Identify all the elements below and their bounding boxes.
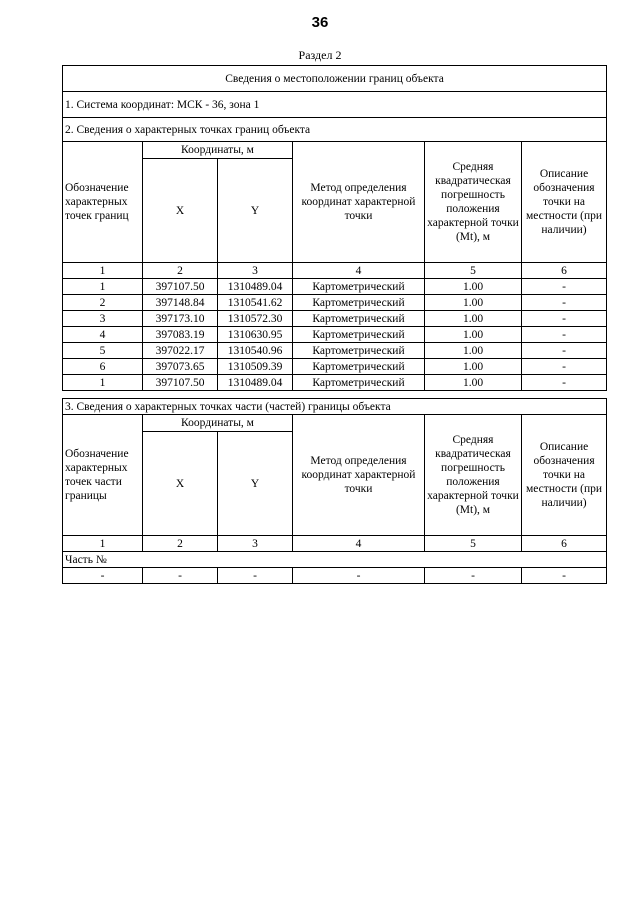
point-x: 397073.65	[143, 359, 218, 375]
point-y: 1310540.96	[218, 343, 293, 359]
point-method: Картометрический	[293, 327, 425, 343]
point-y: 1310630.95	[218, 327, 293, 343]
point-x: 397148.84	[143, 295, 218, 311]
part-label: Часть №	[63, 552, 607, 568]
point-method: Картометрический	[293, 343, 425, 359]
col-number: 3	[218, 536, 293, 552]
point-y: 1310541.62	[218, 295, 293, 311]
point-id: 1	[63, 279, 143, 295]
point-method: Картометрический	[293, 375, 425, 391]
point-accuracy: 1.00	[425, 343, 522, 359]
point-x: 397022.17	[143, 343, 218, 359]
table-row	[63, 568, 607, 584]
col-number: 3	[218, 263, 293, 279]
part-cell: -	[143, 568, 218, 584]
point-method: Картометрический	[293, 311, 425, 327]
col-number: 1	[63, 263, 143, 279]
point-description: -	[522, 311, 607, 327]
point-description: -	[522, 359, 607, 375]
table-row	[63, 343, 607, 359]
point-id: 1	[63, 375, 143, 391]
part-points-table	[62, 398, 607, 584]
header-method: Метод определения координат характерной точки	[293, 415, 425, 536]
column-numbers-row	[63, 536, 607, 552]
point-method: Картометрический	[293, 295, 425, 311]
point-description: -	[522, 295, 607, 311]
part-section-title: 3. Сведения о характерных точках части (частей) границы объекта	[63, 399, 607, 415]
point-method: Картометрический	[293, 359, 425, 375]
header-coords: Координаты, м	[143, 415, 293, 432]
col-number: 6	[522, 536, 607, 552]
header-description: Описание обозначения точки на местности (при наличии)	[522, 142, 607, 263]
point-description: -	[522, 375, 607, 391]
point-x: 397173.10	[143, 311, 218, 327]
part-cell: -	[63, 568, 143, 584]
header-method: Метод определения координат характерной точки	[293, 142, 425, 263]
points-section-title: 2. Сведения о характерных точках границ объекта	[63, 118, 607, 142]
header-x: X	[143, 159, 218, 263]
point-description: -	[522, 343, 607, 359]
table-title: Сведения о местоположении границ объекта	[63, 66, 607, 92]
col-number: 4	[293, 263, 425, 279]
table-row	[63, 311, 607, 327]
part-cell: -	[293, 568, 425, 584]
point-y: 1310572.30	[218, 311, 293, 327]
coord-system: 1. Система координат: МСК - 36, зона 1	[63, 92, 607, 118]
point-y: 1310509.39	[218, 359, 293, 375]
point-accuracy: 1.00	[425, 359, 522, 375]
part-cell: -	[425, 568, 522, 584]
header-designation-part: Обозначение характерных точек части границы	[63, 415, 143, 536]
header-designation: Обозначение характерных точек границ	[63, 142, 143, 263]
point-accuracy: 1.00	[425, 327, 522, 343]
point-accuracy: 1.00	[425, 279, 522, 295]
header-y: Y	[218, 432, 293, 536]
col-number: 5	[425, 536, 522, 552]
header-accuracy: Средняя квадратическая погрешность положения характерной точки (Mt), м	[425, 142, 522, 263]
col-number: 1	[63, 536, 143, 552]
table-row	[63, 327, 607, 343]
table-row	[63, 375, 607, 391]
header-coords: Координаты, м	[143, 142, 293, 159]
col-number: 2	[143, 536, 218, 552]
header-accuracy: Средняя квадратическая погрешность положения характерной точки (Mt), м	[425, 415, 522, 536]
part-cell: -	[218, 568, 293, 584]
point-accuracy: 1.00	[425, 311, 522, 327]
point-x: 397107.50	[143, 279, 218, 295]
part-cell: -	[522, 568, 607, 584]
table-row	[63, 359, 607, 375]
point-id: 5	[63, 343, 143, 359]
point-x: 397107.50	[143, 375, 218, 391]
point-description: -	[522, 279, 607, 295]
point-id: 4	[63, 327, 143, 343]
col-number: 2	[143, 263, 218, 279]
point-y: 1310489.04	[218, 279, 293, 295]
page-number: 36	[311, 14, 329, 31]
table-row	[63, 279, 607, 295]
point-id: 2	[63, 295, 143, 311]
table-row	[63, 295, 607, 311]
column-numbers-row	[63, 263, 607, 279]
section-label: Раздел 2	[298, 48, 342, 62]
point-accuracy: 1.00	[425, 375, 522, 391]
col-number: 4	[293, 536, 425, 552]
header-x: X	[143, 432, 218, 536]
col-number: 6	[522, 263, 607, 279]
point-description: -	[522, 327, 607, 343]
point-method: Картометрический	[293, 279, 425, 295]
boundary-points-table	[62, 65, 607, 391]
point-id: 3	[63, 311, 143, 327]
col-number: 5	[425, 263, 522, 279]
point-accuracy: 1.00	[425, 295, 522, 311]
point-id: 6	[63, 359, 143, 375]
header-y: Y	[218, 159, 293, 263]
header-description: Описание обозначения точки на местности (при наличии)	[522, 415, 607, 536]
point-x: 397083.19	[143, 327, 218, 343]
point-y: 1310489.04	[218, 375, 293, 391]
